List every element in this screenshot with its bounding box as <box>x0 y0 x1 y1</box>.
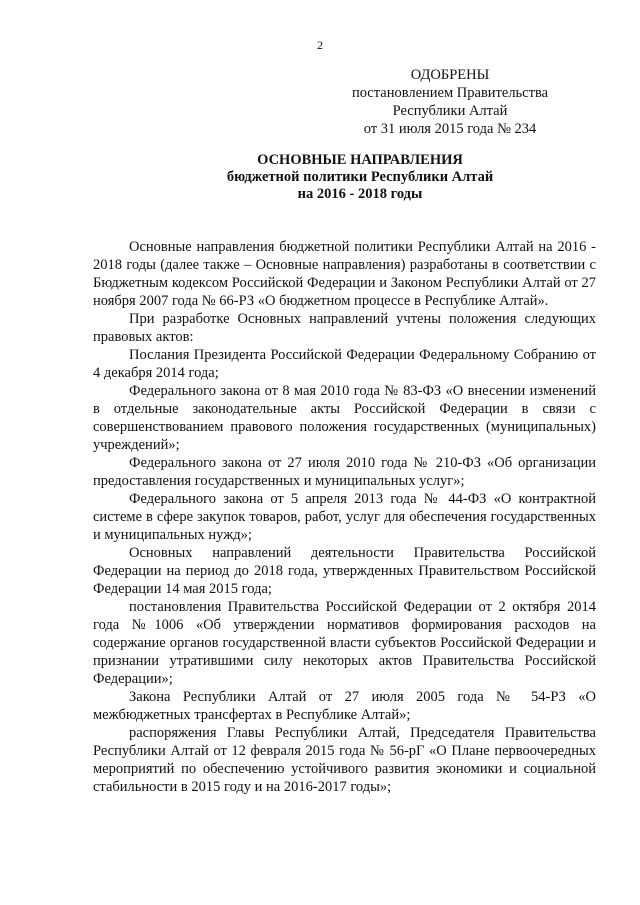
paragraph-order-56rg: распоряжения Главы Республики Алтай, Председателя Правительства Республики Алтай от 12 февраля 2015 года № 56-рГ «О Плане первоочередных мероприятий по обеспечению устойчивого развития экономики и социальной стабильности в 2015 году и на 2016-2017 годы»; <box>93 725 596 795</box>
paragraph-law-210fz: Федерального закона от 27 июля 2010 года № 210-ФЗ «Об организации предоставления государственных и муниципальных услуг»; <box>93 455 596 489</box>
paragraph-intro: Основные направления бюджетной политики Республики Алтай на 2016 - 2018 годы (далее также – Основные направления) разработаны в соответствии с Бюджетным кодексом Российской Федерации и Законом Республики Алтай от 27 ноября 2007 года № 66-РЗ «О бюджетном процессе в Республике Алтай». <box>93 239 596 309</box>
paragraph-presidential-address: Послания Президента Российской Федерации Федеральному Собранию от 4 декабря 2014 года; <box>93 347 596 381</box>
approval-heading: ОДОБРЕНЫ <box>410 67 490 83</box>
paragraph-law-54rz: Закона Республики Алтай от 27 июля 2005 года № 54-РЗ «О межбюджетных трансфертах в Республике Алтай»; <box>93 689 596 723</box>
approval-stamp <box>330 66 570 138</box>
title-line-subject: бюджетной политики Республики Алтай <box>226 169 494 185</box>
approval-line-region: Республики Алтай <box>392 103 508 119</box>
document-body <box>93 238 596 796</box>
paragraph-law-44fz: Федерального закона от 5 апреля 2013 года № 44-ФЗ «О контрактной системе в сфере закупок товаров, работ, услуг для обеспечения государственных и муниципальных нужд»; <box>93 491 596 543</box>
title-line-period: на 2016 - 2018 годы <box>297 186 423 202</box>
title-line-main: ОСНОВНЫЕ НАПРАВЛЕНИЯ <box>257 152 463 168</box>
page-number: 2 <box>317 38 323 52</box>
approval-line-resolution: постановлением Правительства <box>351 85 549 101</box>
approval-line-date: от 31 июля 2015 года № 234 <box>363 121 537 137</box>
paragraph-resolution-1006: постановления Правительства Российской Федерации от 2 октября 2014 года №1006 «Об утверждении нормативов формирования расходов на содержание органов государственной власти субъектов Российской Федерации и признании утратившими силу некоторых актов Правительства Российской Федерации»; <box>93 599 596 687</box>
document-title <box>60 152 640 203</box>
paragraph-law-83fz: Федерального закона от 8 мая 2010 года № 83-ФЗ «О внесении изменений в отдельные законодательные акты Российской Федерации в связи с совершенствованием правового положения государственных (муниципальных) учреждений»; <box>93 383 596 453</box>
paragraph-legal-basis: При разработке Основных направлений учтены положения следующих правовых актов: <box>93 311 596 345</box>
paragraph-government-directions: Основных направлений деятельности Правительства Российской Федерации на период до 2018 года, утвержденных Правительством Российской Федерации 14 мая 2015 года; <box>93 545 596 597</box>
